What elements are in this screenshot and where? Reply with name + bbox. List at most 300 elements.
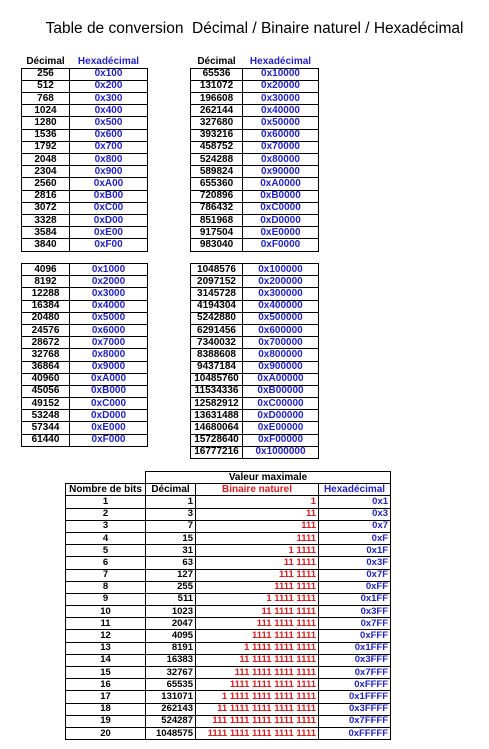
decimal-cell: 16384 xyxy=(22,300,70,312)
max-hex-cell: 0x3FFFF xyxy=(319,703,391,715)
decimal-cell: 3328 xyxy=(22,214,70,226)
hex-cell: 0x9000 xyxy=(70,361,148,373)
table-row xyxy=(22,288,148,300)
max-hex-cell: 0x1 xyxy=(319,496,391,508)
hex-cell: 0x300000 xyxy=(243,288,319,300)
hex-cell: 0x40000 xyxy=(243,105,319,117)
table-row xyxy=(191,105,319,117)
hex-cell: 0x200 xyxy=(70,80,148,92)
table-row xyxy=(191,129,319,141)
decimal-cell: 3072 xyxy=(22,202,70,214)
table-row xyxy=(66,727,391,739)
decimal-cell: 4194304 xyxy=(191,300,243,312)
hex-cell: 0x5000 xyxy=(70,312,148,324)
decimal-cell: 3145728 xyxy=(191,288,243,300)
hex-cell: 0xD0000 xyxy=(243,214,319,226)
table-row xyxy=(22,337,148,349)
hex-cell: 0xF00000 xyxy=(243,434,319,446)
hex-cell: 0x70000 xyxy=(243,141,319,153)
header-row xyxy=(191,56,319,68)
max-decimal-cell: 511 xyxy=(146,593,196,605)
table-row xyxy=(66,715,391,727)
decimal-cell: 6291456 xyxy=(191,324,243,336)
decimal-cell: 1536 xyxy=(22,129,70,141)
table-row xyxy=(191,422,319,434)
table-row xyxy=(22,324,148,336)
hex-cell: 0x500000 xyxy=(243,312,319,324)
decimal-cell: 28672 xyxy=(22,337,70,349)
table-row xyxy=(191,324,319,336)
decimal-cell: 262144 xyxy=(191,105,243,117)
hex-cell: 0x200000 xyxy=(243,276,319,288)
decimal-cell: 2048 xyxy=(22,154,70,166)
table-row xyxy=(66,679,391,691)
max-hex-cell: 0xFF xyxy=(319,581,391,593)
table-row xyxy=(66,569,391,581)
decimal-cell: 768 xyxy=(22,93,70,105)
header-binary: Binaire naturel xyxy=(196,484,319,496)
decimal-cell: 15728640 xyxy=(191,434,243,446)
max-decimal-cell: 4095 xyxy=(146,630,196,642)
table-row xyxy=(191,190,319,202)
decimal-cell: 196608 xyxy=(191,93,243,105)
hex-cell: 0x500 xyxy=(70,117,148,129)
table-row xyxy=(191,300,319,312)
table-body xyxy=(191,68,319,251)
max-binary-cell: 1111 xyxy=(196,532,319,544)
table-row xyxy=(66,703,391,715)
max-decimal-cell: 15 xyxy=(146,532,196,544)
decimal-cell: 10485760 xyxy=(191,373,243,385)
table-row xyxy=(66,630,391,642)
decimal-cell: 786432 xyxy=(191,202,243,214)
table-row xyxy=(22,398,148,410)
decimal-cell: 1280 xyxy=(22,117,70,129)
bits-cell: 7 xyxy=(66,569,146,581)
max-hex-cell: 0xFFFFF xyxy=(319,727,391,739)
decimal-cell: 2816 xyxy=(22,190,70,202)
hex-cell: 0xA0000 xyxy=(243,178,319,190)
table-body xyxy=(191,264,319,459)
decimal-cell: 8192 xyxy=(22,276,70,288)
decimal-cell: 393216 xyxy=(191,129,243,141)
table-row xyxy=(191,93,319,105)
max-binary-cell: 111 1111 1111 1111 xyxy=(196,667,319,679)
hex-cell: 0x4000 xyxy=(70,300,148,312)
hex-cell: 0x400 xyxy=(70,105,148,117)
decimal-cell: 917504 xyxy=(191,227,243,239)
bits-cell: 2 xyxy=(66,508,146,520)
max-decimal-cell: 255 xyxy=(146,581,196,593)
decimal-cell: 2304 xyxy=(22,166,70,178)
table-row xyxy=(66,593,391,605)
decimal-cell: 524288 xyxy=(191,154,243,166)
decimal-cell: 3584 xyxy=(22,227,70,239)
table-row xyxy=(66,545,391,557)
decimal-cell: 14680064 xyxy=(191,422,243,434)
decimal-cell: 720896 xyxy=(191,190,243,202)
hex-cell: 0x3000 xyxy=(70,288,148,300)
decimal-cell: 7340032 xyxy=(191,337,243,349)
table-row xyxy=(22,385,148,397)
bits-cell: 3 xyxy=(66,520,146,532)
header-decimal: Décimal xyxy=(197,56,236,67)
max-decimal-cell: 262143 xyxy=(146,703,196,715)
hex-cell: 0x50000 xyxy=(243,117,319,129)
table-row xyxy=(22,190,148,202)
hex-cell: 0x900000 xyxy=(243,361,319,373)
table-row xyxy=(191,434,319,446)
decimal-cell: 49152 xyxy=(22,398,70,410)
table-row xyxy=(66,557,391,569)
table-bottom-right xyxy=(190,263,319,459)
max-decimal-cell: 1 xyxy=(146,496,196,508)
max-decimal-cell: 2047 xyxy=(146,618,196,630)
table-row xyxy=(22,312,148,324)
table-row xyxy=(191,154,319,166)
decimal-cell: 256 xyxy=(22,68,70,80)
hex-cell: 0x1000000 xyxy=(243,446,319,458)
table-row xyxy=(22,410,148,422)
decimal-cell: 9437184 xyxy=(191,361,243,373)
max-hex-cell: 0x7FFF xyxy=(319,667,391,679)
decimal-cell: 3840 xyxy=(22,239,70,251)
decimal-cell: 458752 xyxy=(191,141,243,153)
hex-cell: 0xE00 xyxy=(70,227,148,239)
max-binary-cell: 1 1111 1111 1111 xyxy=(196,642,319,654)
hex-cell: 0xB00000 xyxy=(243,385,319,397)
hex-cell: 0xF0000 xyxy=(243,239,319,251)
bits-cell: 8 xyxy=(66,581,146,593)
bits-cell: 16 xyxy=(66,679,146,691)
decimal-cell: 57344 xyxy=(22,422,70,434)
table-row xyxy=(191,361,319,373)
decimal-cell: 1792 xyxy=(22,141,70,153)
hex-cell: 0x60000 xyxy=(243,129,319,141)
table-row xyxy=(191,288,319,300)
decimal-cell: 4096 xyxy=(22,264,70,276)
table-row xyxy=(66,508,391,520)
hex-cell: 0xE000 xyxy=(70,422,148,434)
decimal-cell: 589824 xyxy=(191,166,243,178)
table-row xyxy=(22,361,148,373)
decimal-cell: 851968 xyxy=(191,214,243,226)
hex-cell: 0x2000 xyxy=(70,276,148,288)
hex-cell: 0x10000 xyxy=(243,68,319,80)
table-row xyxy=(191,178,319,190)
table-row xyxy=(191,276,319,288)
table-row xyxy=(22,178,148,190)
bits-cell: 9 xyxy=(66,593,146,605)
table-row xyxy=(191,398,319,410)
max-binary-cell: 1111 1111 xyxy=(196,581,319,593)
max-binary-cell: 11 1111 1111 1111 xyxy=(196,654,319,666)
decimal-cell: 2560 xyxy=(22,178,70,190)
decimal-cell: 12582912 xyxy=(191,398,243,410)
group-header-row xyxy=(66,472,391,484)
table-row xyxy=(22,80,148,92)
hex-cell: 0x900 xyxy=(70,166,148,178)
table-body xyxy=(22,68,148,251)
hex-cell: 0xB0000 xyxy=(243,190,319,202)
decimal-cell: 53248 xyxy=(22,410,70,422)
max-decimal-cell: 32767 xyxy=(146,667,196,679)
page-title: Table de conversion Décimal / Binaire naturel / Hexadécimal xyxy=(45,20,464,37)
table-row xyxy=(22,166,148,178)
max-hex-cell: 0x1FFF xyxy=(319,642,391,654)
hex-cell: 0xE00000 xyxy=(243,422,319,434)
table-row xyxy=(191,227,319,239)
max-binary-cell: 111 1111 1111 1111 1111 xyxy=(196,715,319,727)
bits-cell: 20 xyxy=(66,727,146,739)
hex-cell: 0xC000 xyxy=(70,398,148,410)
table-row xyxy=(191,214,319,226)
table-row xyxy=(66,642,391,654)
bits-cell: 12 xyxy=(66,630,146,642)
max-decimal-cell: 3 xyxy=(146,508,196,520)
hex-cell: 0x8000 xyxy=(70,349,148,361)
table-row xyxy=(22,276,148,288)
table-row xyxy=(66,691,391,703)
table-row xyxy=(22,93,148,105)
hex-cell: 0x6000 xyxy=(70,324,148,336)
hex-cell: 0x800 xyxy=(70,154,148,166)
max-decimal-cell: 7 xyxy=(146,520,196,532)
decimal-cell: 24576 xyxy=(22,324,70,336)
bits-cell: 5 xyxy=(66,545,146,557)
max-decimal-cell: 1023 xyxy=(146,606,196,618)
max-binary-cell: 11 1111 1111 xyxy=(196,606,319,618)
header-hex: Hexadécimal xyxy=(249,56,312,67)
max-hex-cell: 0x7 xyxy=(319,520,391,532)
decimal-cell: 327680 xyxy=(191,117,243,129)
decimal-cell: 61440 xyxy=(22,434,70,446)
table-bottom-left xyxy=(21,263,148,447)
table-row xyxy=(22,214,148,226)
table-top-left xyxy=(21,56,148,252)
header-bit-count: Nombre de bits xyxy=(66,484,146,496)
table-row xyxy=(22,105,148,117)
table-row xyxy=(66,606,391,618)
header-decimal: Décimal xyxy=(26,56,65,67)
hex-cell: 0x7000 xyxy=(70,337,148,349)
max-hex-cell: 0x3FFF xyxy=(319,654,391,666)
max-hex-cell: 0x3 xyxy=(319,508,391,520)
hex-cell: 0x1000 xyxy=(70,264,148,276)
table-row xyxy=(66,520,391,532)
max-decimal-cell: 131071 xyxy=(146,691,196,703)
header-decimal: Décimal xyxy=(146,484,196,496)
table-row xyxy=(22,129,148,141)
max-hex-cell: 0x3F xyxy=(319,557,391,569)
header-row xyxy=(22,56,148,68)
hex-cell: 0xC0000 xyxy=(243,202,319,214)
table-row xyxy=(22,264,148,276)
table-row xyxy=(191,141,319,153)
table-row xyxy=(191,264,319,276)
bits-cell: 1 xyxy=(66,496,146,508)
max-hex-cell: 0x1FF xyxy=(319,593,391,605)
decimal-cell: 20480 xyxy=(22,312,70,324)
hex-cell: 0x80000 xyxy=(243,154,319,166)
table-row xyxy=(191,80,319,92)
table-top-right xyxy=(190,56,319,252)
bits-cell: 11 xyxy=(66,618,146,630)
bits-cell: 6 xyxy=(66,557,146,569)
decimal-cell: 45056 xyxy=(22,385,70,397)
table-row xyxy=(22,349,148,361)
max-binary-cell: 111 1111 1111 xyxy=(196,618,319,630)
hex-cell: 0x30000 xyxy=(243,93,319,105)
decimal-cell: 16777216 xyxy=(191,446,243,458)
table-row xyxy=(22,239,148,251)
max-binary-cell: 11 xyxy=(196,508,319,520)
max-hex-cell: 0xFFFF xyxy=(319,679,391,691)
table-row xyxy=(66,618,391,630)
max-binary-cell: 111 1111 xyxy=(196,569,319,581)
bits-cell: 10 xyxy=(66,606,146,618)
hex-cell: 0xD00 xyxy=(70,214,148,226)
decimal-cell: 1048576 xyxy=(191,264,243,276)
table-row xyxy=(66,532,391,544)
decimal-cell: 1024 xyxy=(22,105,70,117)
max-hex-cell: 0x3FF xyxy=(319,606,391,618)
header-hex: Hexadécimal xyxy=(319,484,391,496)
hex-cell: 0xC00 xyxy=(70,202,148,214)
bits-cell: 18 xyxy=(66,703,146,715)
table-row xyxy=(191,312,319,324)
max-decimal-cell: 31 xyxy=(146,545,196,557)
hex-cell: 0x20000 xyxy=(243,80,319,92)
table-body xyxy=(66,496,391,740)
max-binary-cell: 1111 1111 1111 1111 1111 xyxy=(196,727,319,739)
table-row xyxy=(66,581,391,593)
max-binary-cell: 1 1111 xyxy=(196,545,319,557)
hex-cell: 0x300 xyxy=(70,93,148,105)
header-hex: Hexadécimal xyxy=(77,56,140,67)
table-row xyxy=(22,227,148,239)
table-row xyxy=(22,202,148,214)
bits-cell: 17 xyxy=(66,691,146,703)
bits-cell: 13 xyxy=(66,642,146,654)
decimal-cell: 5242880 xyxy=(191,312,243,324)
decimal-cell: 32768 xyxy=(22,349,70,361)
hex-cell: 0xA000 xyxy=(70,373,148,385)
hex-cell: 0x600000 xyxy=(243,324,319,336)
table-row xyxy=(22,422,148,434)
table-body xyxy=(22,264,148,447)
max-binary-cell: 111 xyxy=(196,520,319,532)
decimal-cell: 65536 xyxy=(191,68,243,80)
hex-cell: 0x90000 xyxy=(243,166,319,178)
table-row xyxy=(66,496,391,508)
decimal-cell: 512 xyxy=(22,80,70,92)
table-row xyxy=(191,373,319,385)
max-hex-cell: 0xF xyxy=(319,532,391,544)
hex-cell: 0x700 xyxy=(70,141,148,153)
decimal-cell: 11534336 xyxy=(191,385,243,397)
max-binary-cell: 1 xyxy=(196,496,319,508)
max-binary-cell: 1 1111 1111 xyxy=(196,593,319,605)
table-row xyxy=(22,117,148,129)
decimal-cell: 12288 xyxy=(22,288,70,300)
table-row xyxy=(191,349,319,361)
hex-cell: 0xB000 xyxy=(70,385,148,397)
max-binary-cell: 1111 1111 1111 1111 xyxy=(196,679,319,691)
table-row xyxy=(191,68,319,80)
hex-cell: 0x800000 xyxy=(243,349,319,361)
max-decimal-cell: 524287 xyxy=(146,715,196,727)
decimal-cell: 8388608 xyxy=(191,349,243,361)
table-row xyxy=(66,654,391,666)
max-hex-cell: 0x1F xyxy=(319,545,391,557)
table-row xyxy=(191,117,319,129)
max-value-table xyxy=(65,471,391,740)
table-row xyxy=(22,68,148,80)
hex-cell: 0xF000 xyxy=(70,434,148,446)
max-decimal-cell: 63 xyxy=(146,557,196,569)
bits-cell: 15 xyxy=(66,667,146,679)
hex-cell: 0xD000 xyxy=(70,410,148,422)
max-decimal-cell: 8191 xyxy=(146,642,196,654)
hex-cell: 0x600 xyxy=(70,129,148,141)
max-decimal-cell: 1048575 xyxy=(146,727,196,739)
hex-cell: 0xA00000 xyxy=(243,373,319,385)
hex-cell: 0xB00 xyxy=(70,190,148,202)
hex-cell: 0xF00 xyxy=(70,239,148,251)
hex-cell: 0x100000 xyxy=(243,264,319,276)
table-row xyxy=(191,446,319,458)
max-binary-cell: 1111 1111 1111 xyxy=(196,630,319,642)
hex-cell: 0x700000 xyxy=(243,337,319,349)
table-row xyxy=(191,337,319,349)
hex-cell: 0xD00000 xyxy=(243,410,319,422)
max-hex-cell: 0xFFF xyxy=(319,630,391,642)
bits-cell: 19 xyxy=(66,715,146,727)
table-row xyxy=(22,154,148,166)
table-row xyxy=(191,239,319,251)
bits-cell: 14 xyxy=(66,654,146,666)
table-row xyxy=(191,202,319,214)
decimal-cell: 2097152 xyxy=(191,276,243,288)
hex-cell: 0x100 xyxy=(70,68,148,80)
max-binary-cell: 1 1111 1111 1111 1111 xyxy=(196,691,319,703)
max-hex-cell: 0x7F xyxy=(319,569,391,581)
table-row xyxy=(191,385,319,397)
max-decimal-cell: 16383 xyxy=(146,654,196,666)
table-row xyxy=(191,410,319,422)
group-header-max-value: Valeur maximale xyxy=(146,472,391,484)
decimal-cell: 131072 xyxy=(191,80,243,92)
table-row xyxy=(22,141,148,153)
max-hex-cell: 0x7FFFF xyxy=(319,715,391,727)
decimal-cell: 13631488 xyxy=(191,410,243,422)
table-row xyxy=(22,434,148,446)
table-row xyxy=(22,300,148,312)
max-binary-cell: 11 1111 xyxy=(196,557,319,569)
max-decimal-cell: 65535 xyxy=(146,679,196,691)
hex-cell: 0xE0000 xyxy=(243,227,319,239)
header-row xyxy=(66,484,391,496)
blank-corner-cell xyxy=(66,472,146,484)
table-row xyxy=(66,667,391,679)
bits-cell: 4 xyxy=(66,532,146,544)
hex-cell: 0xA00 xyxy=(70,178,148,190)
hex-cell: 0xC00000 xyxy=(243,398,319,410)
max-binary-cell: 11 1111 1111 1111 1111 xyxy=(196,703,319,715)
decimal-cell: 40960 xyxy=(22,373,70,385)
hex-cell: 0x400000 xyxy=(243,300,319,312)
